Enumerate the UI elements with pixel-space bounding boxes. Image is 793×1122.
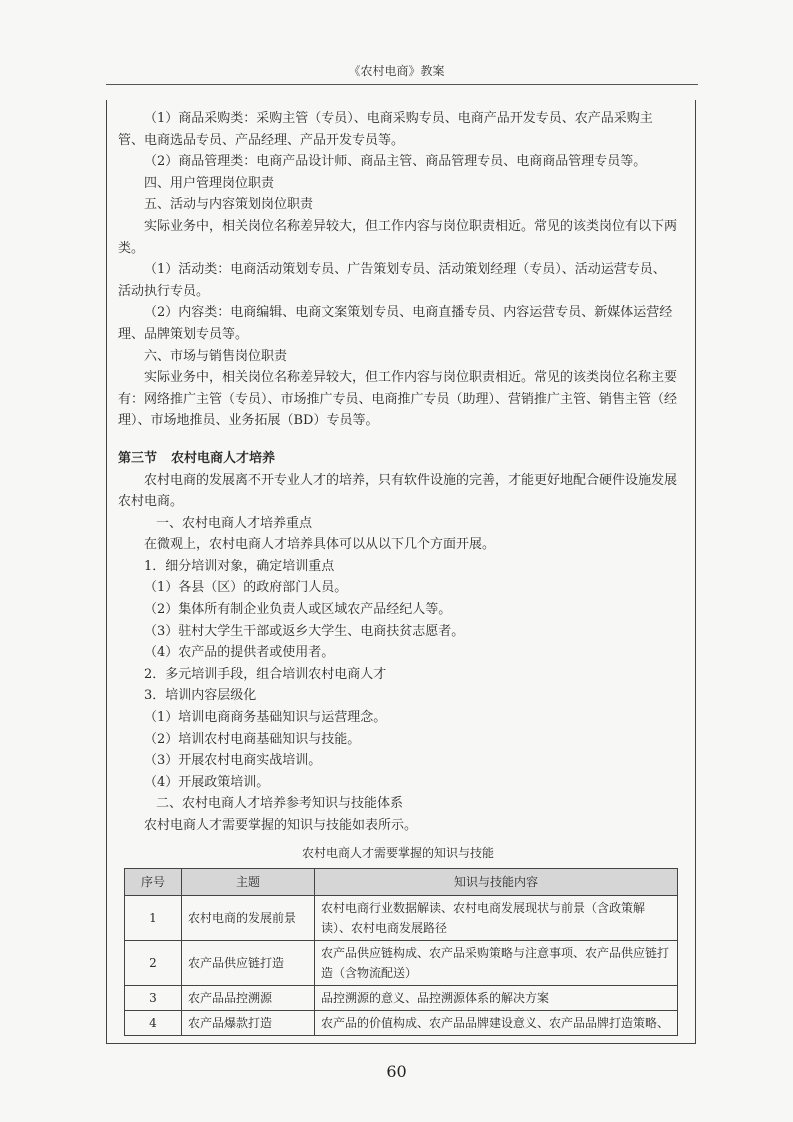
table-row (125, 941, 678, 986)
knowledge-skills-table (124, 868, 678, 1036)
body-paragraph: 在微观上，农村电商人才培养具体可以从以下几个方面开展。 (144, 537, 496, 553)
body-paragraph: 农村电商人才需要掌握的知识与技能如表所示。 (144, 818, 418, 833)
body-paragraph: （1）培训电商商务基础知识与运营理念。 (144, 710, 387, 726)
body-paragraph: 四、用户管理岗位职责 (144, 175, 275, 191)
bottom-paragraphs (118, 470, 678, 837)
body-paragraph: （1）各县（区）的政府部门人员。 (144, 580, 348, 596)
header-cell-no: 序号 (125, 869, 182, 896)
body-paragraph: （3）开展农村电商实战培训。 (144, 753, 322, 769)
body-paragraph: （4）开展政策培训。 (144, 774, 270, 790)
table-row (125, 1011, 678, 1036)
cell-content: 品控溯源的意义、品控溯源体系的解决方案 (315, 986, 678, 1011)
body-paragraph: （2）集体所有制企业负责人或区域农产品经纪人等。 (144, 602, 452, 618)
cell-no: 1 (125, 896, 182, 941)
cell-content: 农产品供应链构成、农产品采购策略与注意事项、农产品供应链打造（含物流配送） (315, 941, 678, 986)
cell-content: 农产品的价值构成、农产品品牌建设意义、农产品品牌打造策略、 (315, 1011, 678, 1036)
table-row (125, 896, 678, 941)
body-paragraph: 一、农村电商人才培养重点 (156, 515, 313, 531)
top-paragraphs (118, 108, 678, 432)
body-paragraph: （1）商品采购类：采购主管（专员）、电商采购专员、电商产品开发专员、农产品采购主管、电商选品专员、产品经理、产品开发专员等。 (118, 111, 653, 148)
table-header-row (125, 869, 678, 896)
body-paragraph: （3）驻村大学生干部或返乡大学生、电商扶贫志愿者。 (144, 623, 465, 639)
header-cell-content: 知识与技能内容 (315, 869, 678, 896)
body-paragraph: （2）内容类：电商编辑、电商文案策划专员、电商直播专员、内容运营专员、新媒体运营经理、品牌策划专员等。 (118, 305, 673, 342)
cell-topic: 农村电商的发展前景 (182, 896, 315, 941)
body-paragraph: （2）商品管理类：电商产品设计师、商品主管、商品管理专员、电商商品管理专员等。 (144, 154, 647, 170)
body-paragraph: 五、活动与内容策划岗位职责 (144, 197, 314, 213)
cell-no: 4 (125, 1011, 182, 1036)
body-paragraph: （4）农产品的提供者或使用者。 (144, 645, 335, 661)
table-row (125, 986, 678, 1011)
cell-no: 3 (125, 986, 182, 1011)
body-paragraph: 六、市场与销售岗位职责 (144, 348, 288, 364)
body-paragraph: 实际业务中，相关岗位名称差异较大，但工作内容与岗位职责相近。常见的该类岗位有以下两类。 (118, 218, 678, 256)
section-number: 第三节 (118, 450, 158, 466)
header-cell-topic: 主题 (182, 869, 315, 896)
page-content (118, 108, 678, 1036)
page-header-title: 《农村电商》教案 (348, 64, 445, 78)
body-paragraph: 二、农村电商人才培养参考知识与技能体系 (156, 796, 404, 812)
section-title: 农村电商人才培养 (171, 450, 276, 466)
section-heading (118, 448, 678, 470)
cell-topic: 农产品品控溯源 (182, 986, 315, 1011)
body-paragraph: 农村电商的发展离不开专业人才的培养，只有软件设施的完善，才能更好地配合硬件设施发展农村电商。 (118, 472, 678, 510)
body-paragraph: 3．培训内容层级化 (144, 688, 257, 704)
body-paragraph: 实际业务中，相关岗位名称差异较大，但工作内容与岗位职责相近。常见的该类岗位名称主要有：网络推广主管（专员）、市场推广专员、电商推广专员（助理）、营销推广主管、销售主管（经理）、市场地推员、业务拓展（BD）专员等。 (118, 370, 678, 429)
cell-topic: 农产品爆款打造 (182, 1011, 315, 1036)
cell-content: 农村电商行业数据解读、农村电商发展现状与前景（含政策解读）、农村电商发展路径 (315, 896, 678, 941)
body-paragraph: 1．细分培训对象，确定培训重点 (144, 558, 335, 574)
body-paragraph: （1）活动类：电商活动策划专员、广告策划专员、活动策划经理（专员）、活动运营专员、活动执行专员。 (118, 262, 666, 299)
page-number: 60 (386, 1062, 407, 1081)
header-rule (106, 84, 698, 85)
body-paragraph: （2）培训农村电商基础知识与技能。 (144, 731, 361, 747)
body-paragraph: 2．多元培训手段，组合培训农村电商人才 (144, 666, 387, 682)
table-caption: 农村电商人才需要掌握的知识与技能 (301, 845, 494, 860)
cell-no: 2 (125, 941, 182, 986)
cell-topic: 农产品供应链打造 (182, 941, 315, 986)
